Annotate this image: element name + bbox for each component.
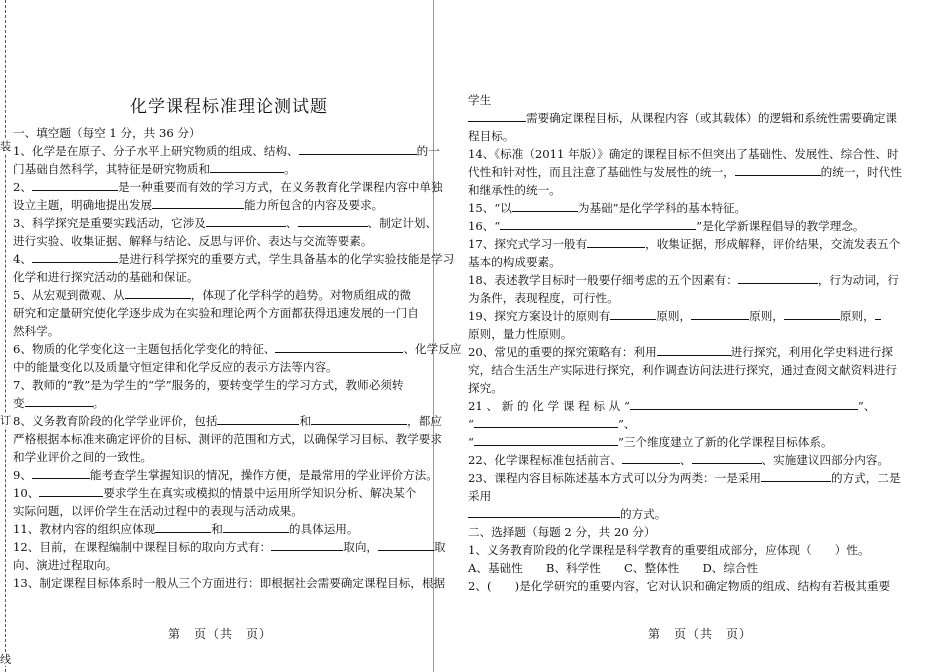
question-line: 基本的构成要素。: [468, 255, 561, 269]
question-line: 16、“ ”是化学新课程倡导的教学理念。: [468, 219, 865, 233]
question-line: 21 、 新 的 化 学 课 程 标 从 “ ”、: [468, 399, 876, 413]
question-line: 实际问题，以评价学生在活动过程中的表现与活动成果。: [13, 504, 303, 518]
page-title: 化学课程标准理论测试题: [130, 97, 328, 117]
question-line: 程目标。: [468, 129, 515, 143]
question-line: 和继承性的统一。: [468, 183, 561, 197]
question-line: 12、目前，在课程编制中课程目标的取向方式有： 取向， 取: [13, 540, 446, 554]
question-line: 6、物质的化学变化这一主题包括化学变化的特征、 、化学反应: [13, 342, 462, 356]
question-line: 研究和定量研究使化学逐步成为在实验和理论两个方面都获得迅速发展的一门自: [13, 306, 419, 320]
question-line: 19、探究方案设计的原则有 原则， 原则， 原则，: [468, 307, 906, 325]
question-line: 学生: [468, 93, 492, 107]
question-line: 2、( )是化学研究的重要内容，它对认识和确定物质的组成、结构有若极其重要: [468, 579, 891, 593]
binding-mark-zhuang: 装: [0, 140, 11, 153]
question-line: “ ”、: [468, 417, 636, 431]
question-line: 5、从宏观到微观、从 ，体现了化学科学的趋势。对物质组成的微: [13, 288, 412, 302]
question-line: 14、《标准（2011 年版）》确定的课程目标不但突出了基础性、发展性、综合性、时: [468, 147, 899, 161]
question-line: 11、教材内容的组织应体现 和 的具体运用。: [13, 522, 359, 536]
question-line: 设立主题，明确地提出发展 能力所包含的内容及要求。: [13, 198, 384, 212]
question-line: 22、化学课程标准包括前言、 、 、实施建议四部分内容。: [468, 453, 890, 467]
question-line: 3、科学探究是重要实践活动，它涉及 、 、制定计划、: [13, 216, 438, 230]
question-line: 向、演进过程取向。: [13, 558, 118, 572]
question-line: 然科学。: [13, 324, 60, 338]
question-line: “ ”三个维度建立了新的化学课程目标体系。: [468, 435, 833, 449]
question-line: 中的能量变化以及质量守恒定律和化学反应的表示方法等内容。: [13, 360, 338, 374]
question-line: 13、制定课程目标体系时一般从三个方面进行：即根据社会需要确定课程目标，根据: [13, 576, 446, 590]
question-line: 7、教师的“教”是为学生的“学”服务的，要转变学生的学习方式，教师必须转: [13, 378, 404, 392]
section-heading: 二、选择题（每题 2 分，共 20 分）: [468, 525, 656, 539]
left-column: [13, 124, 462, 592]
question-line: 的方式。: [468, 505, 906, 523]
question-line: 20、常见的重要的探究策略有：利用 进行探究，利用化学史料进行探: [468, 345, 893, 359]
page-footer-left: 第 页（共 页）: [168, 627, 273, 641]
question-line: 8、义务教育阶段的化学学业评价，包括 和 ，都应: [13, 414, 442, 428]
question-line: 1、义务教育阶段的化学课程是科学教育的重要组成部分，应体现（ ）性。: [468, 543, 870, 557]
question-line: 1、化学是在原子、分子水平上研究物质的组成、结构、 的一: [13, 144, 440, 158]
page-footer-right: 第 页（共 页）: [648, 627, 753, 641]
question-line: 10、 要求学生在真实或模拟的情景中运用所学知识分析、解决某个: [13, 486, 417, 500]
question-line: 17、探究式学习一般有 ，收集证据，形成解释，评价结果，交流发表五个: [468, 237, 901, 251]
question-line: 4、 是进行科学探究的重要方式，学生具备基本的化学实验技能是学习: [13, 252, 455, 266]
question-line: 门基础自然科学，其特征是研究物质和 。: [13, 162, 296, 176]
question-line: 15、“以 为基础”是化学学科的基本特征。: [468, 201, 747, 215]
question-line: 究，结合生活生产实际进行探究，利作调查访问法进行探究，通过查阅文献资料进行: [468, 363, 897, 377]
right-column: [468, 91, 906, 595]
section-heading: 一、填空题（每空 1 分，共 36 分）: [13, 126, 201, 140]
question-line: 9、 能考查学生掌握知识的情况，操作方便，是最常用的学业评价方法。: [13, 468, 438, 482]
question-line: 23、课程内容目标陈述基本方式可以分为两类：一是采用 的方式，二是: [468, 471, 901, 485]
question-line: 探究。: [468, 381, 503, 395]
question-line: 进行实验、收集证据、解释与结论、反思与评价、表达与交流等要素。: [13, 234, 373, 248]
question-line: 化学和进行探究活动的基础和保证。: [13, 270, 199, 284]
binding-line: [5, 0, 6, 672]
question-line: 需要确定课程目标，从课程内容（或其载体）的逻辑和系统性需要确定课: [468, 109, 906, 127]
question-line: 18、表述教学目标时一般要仔细考虑的五个因素有： ，行为动词，行: [468, 273, 899, 287]
binding-mark-xian: 线: [0, 653, 11, 666]
question-line: 采用: [468, 489, 492, 503]
question-line: 严格根据本标准来确定评价的目标、测评的范围和方式，以确保学习目标、教学要求: [13, 432, 442, 446]
question-line: 变 。: [13, 396, 105, 410]
question-line: 代性和针对性，而且注意了基础性与发展性的统一， 的统一，时代性: [468, 165, 902, 179]
question-line: 原则，量力性原则。: [468, 327, 573, 341]
choice-options: A、基础性 B、科学性 C、整体性 D、综合性: [468, 561, 759, 575]
question-line: 和学业评价之间的一致性。: [13, 450, 153, 464]
question-line: 为条件，表现程度，可行性。: [468, 291, 619, 305]
question-line: 2、 是一种重要而有效的学习方式，在义务教育化学课程内容中单独: [13, 180, 443, 194]
binding-mark-ding: 订: [0, 414, 11, 427]
